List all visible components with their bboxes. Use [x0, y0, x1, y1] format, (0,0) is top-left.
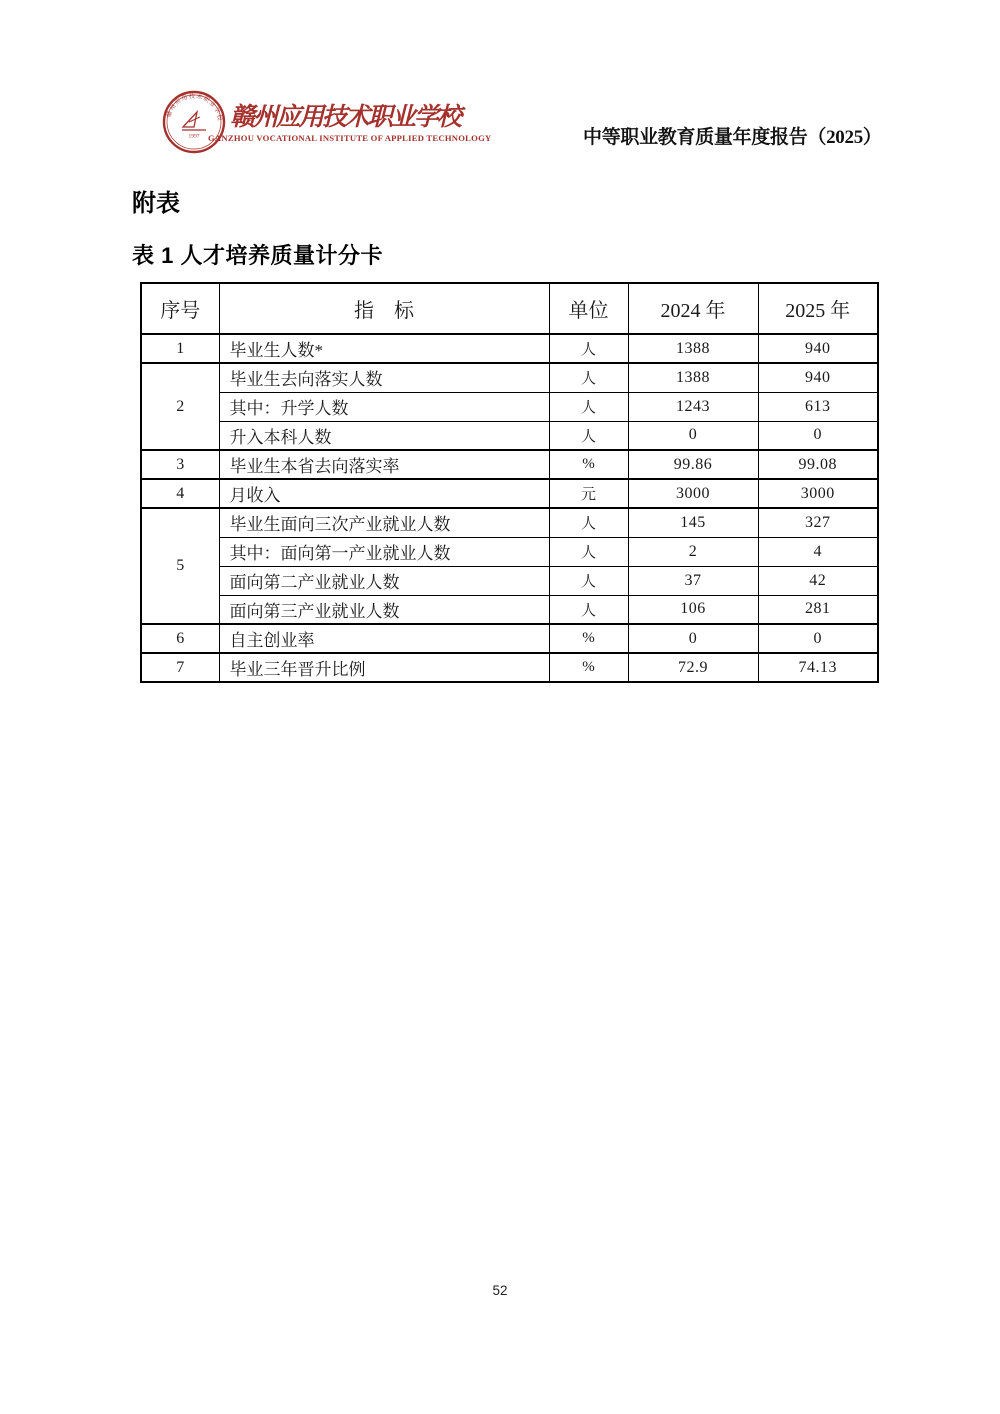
table-row: [141, 566, 878, 595]
school-name-block: [208, 90, 492, 143]
table-row: [141, 537, 878, 566]
school-seal-icon: [162, 90, 226, 154]
value-2024-cell: 37: [628, 566, 758, 595]
unit-cell: 人: [549, 392, 628, 421]
table-row: [141, 450, 878, 479]
unit-cell: 人: [549, 537, 628, 566]
value-2025-cell: 3000: [758, 479, 878, 508]
value-2024-cell: 1388: [628, 363, 758, 392]
col-header-2: 单位: [549, 283, 628, 334]
col-header-3: 2024 年: [628, 283, 758, 334]
school-logo: [162, 90, 491, 154]
row-number-cell: 1: [141, 334, 219, 363]
scorecard-table: [140, 282, 879, 683]
indicator-cell: 毕业生面向三次产业就业人数: [219, 508, 549, 537]
value-2025-cell: 4: [758, 537, 878, 566]
seal-arc-text: 赣州应用技术职业学校: [166, 93, 223, 123]
indicator-cell: 其中：升学人数: [219, 392, 549, 421]
indicator-cell: 毕业生人数*: [219, 334, 549, 363]
page-number: 52: [492, 1283, 508, 1298]
table-row: [141, 363, 878, 392]
table-row: [141, 653, 878, 682]
unit-cell: 元: [549, 479, 628, 508]
unit-cell: %: [549, 653, 628, 682]
col-header-1: 指 标: [219, 283, 549, 334]
table-title: 表 1 人才培养质量计分卡: [132, 243, 383, 268]
value-2025-cell: 42: [758, 566, 878, 595]
unit-cell: %: [549, 450, 628, 479]
row-number-cell: 3: [141, 450, 219, 479]
unit-cell: 人: [549, 595, 628, 624]
seal-year-text: 1997: [188, 133, 200, 140]
value-2025-cell: 940: [758, 334, 878, 363]
row-number-cell: 6: [141, 624, 219, 653]
section-title: 附表: [132, 190, 180, 217]
unit-cell: 人: [549, 334, 628, 363]
indicator-cell: 面向第二产业就业人数: [219, 566, 549, 595]
indicator-cell: 毕业三年晋升比例: [219, 653, 549, 682]
report-title: 中等职业教育质量年度报告（2025）: [583, 127, 882, 148]
value-2024-cell: 99.86: [628, 450, 758, 479]
value-2025-cell: 613: [758, 392, 878, 421]
value-2024-cell: 1388: [628, 334, 758, 363]
indicator-cell: 其中：面向第一产业就业人数: [219, 537, 549, 566]
value-2024-cell: 0: [628, 421, 758, 450]
unit-cell: %: [549, 624, 628, 653]
value-2024-cell: 2: [628, 537, 758, 566]
indicator-cell: 升入本科人数: [219, 421, 549, 450]
value-2025-cell: 0: [758, 624, 878, 653]
value-2024-cell: 145: [628, 508, 758, 537]
unit-cell: 人: [549, 421, 628, 450]
indicator-cell: 自主创业率: [219, 624, 549, 653]
value-2025-cell: 281: [758, 595, 878, 624]
value-2024-cell: 106: [628, 595, 758, 624]
value-2025-cell: 940: [758, 363, 878, 392]
indicator-cell: 月收入: [219, 479, 549, 508]
col-header-0: 序号: [141, 283, 219, 334]
table-row: [141, 421, 878, 450]
table-row: [141, 334, 878, 363]
row-number-cell: 4: [141, 479, 219, 508]
value-2024-cell: 72.9: [628, 653, 758, 682]
table-row: [141, 508, 878, 537]
value-2024-cell: 1243: [628, 392, 758, 421]
indicator-cell: 毕业生本省去向落实率: [219, 450, 549, 479]
school-name-en: GANZHOU VOCATIONAL INSTITUTE OF APPLIED TECHNOLOGY: [208, 133, 492, 143]
row-number-cell: 7: [141, 653, 219, 682]
value-2025-cell: 99.08: [758, 450, 878, 479]
table-row: [141, 392, 878, 421]
table-row: [141, 595, 878, 624]
unit-cell: 人: [549, 508, 628, 537]
row-number-cell: 5: [141, 508, 219, 624]
unit-cell: 人: [549, 363, 628, 392]
col-header-4: 2025 年: [758, 283, 878, 334]
indicator-cell: 面向第三产业就业人数: [219, 595, 549, 624]
value-2025-cell: 0: [758, 421, 878, 450]
table-row: [141, 479, 878, 508]
scorecard-table-wrap: [140, 282, 879, 683]
table-row: [141, 624, 878, 653]
value-2024-cell: 3000: [628, 479, 758, 508]
unit-cell: 人: [549, 566, 628, 595]
value-2024-cell: 0: [628, 624, 758, 653]
value-2025-cell: 327: [758, 508, 878, 537]
value-2025-cell: 74.13: [758, 653, 878, 682]
row-number-cell: 2: [141, 363, 219, 450]
header-row: [141, 283, 878, 334]
school-name-cn: 赣州应用技术职业学校: [230, 102, 461, 131]
indicator-cell: 毕业生去向落实人数: [219, 363, 549, 392]
